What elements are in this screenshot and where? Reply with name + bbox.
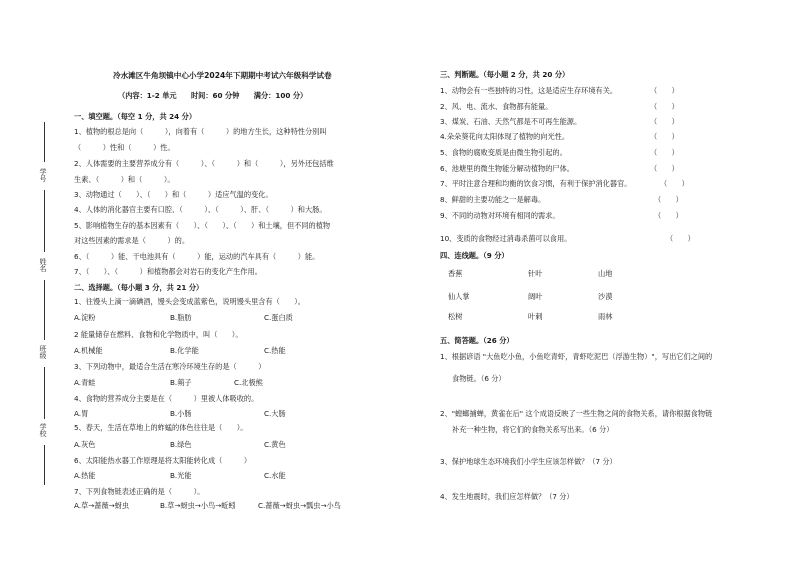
gutter-line bbox=[44, 190, 45, 252]
fill-question-line: 5、影响植物生存的基本因素有（ ）、（ ）、（ ）和土壤，但不同的植物 bbox=[74, 221, 331, 230]
choice-question: 2 能量储存在燃料、食物和化学物质中，叫（ ）。 bbox=[74, 330, 243, 339]
choice-option-a: A.草→蔷薇→蚜虫 bbox=[74, 501, 130, 510]
choice-option-a: A.机械能 bbox=[74, 346, 103, 355]
choice-option-a: A.胃 bbox=[74, 409, 89, 418]
match-item: 针叶 bbox=[528, 269, 543, 278]
judge-item: 6、池塘里的微生物能分解动植物的尸体。 bbox=[440, 164, 574, 173]
choice-question: 7、下列食物链表述正确的是（ ）。 bbox=[74, 487, 205, 496]
fill-question-line: 对这些因素的需求是（ ）的。 bbox=[74, 236, 190, 245]
fill-question-line: 6、（ ）能、干电池具有（ ）能，运动的汽车具有（ ）能。 bbox=[74, 252, 320, 261]
choice-option-c: C.黄色 bbox=[264, 440, 286, 449]
match-item: 雨林 bbox=[598, 312, 613, 321]
short-answer-question: 1、根据谚语 "大鱼吃小鱼，小鱼吃青虾，青虾吃泥巴（浮游生物）"，写出它们之间的 bbox=[440, 352, 713, 361]
judge-answer-paren: （ ） bbox=[666, 234, 695, 243]
judge-answer-paren: （ ） bbox=[654, 195, 683, 204]
fill-question-line: 4、人体的消化器官主要有口腔、（ ）、（ ）、肝、（ ）和大肠。 bbox=[74, 205, 327, 214]
gutter-label-student-id: 学号 bbox=[39, 168, 47, 182]
judge-answer-paren: （ ） bbox=[650, 132, 679, 141]
choice-option-c: C.蔷薇→蚜虫→瓢虫→小鸟 bbox=[258, 501, 341, 510]
choice-option-b: B.草→蚜虫→小鸟→蚯蚓 bbox=[160, 501, 236, 510]
short-answer-question: 2、"螳螂捕蝉，黄雀在后" 这个成语反映了一些生物之间的食物关系，请你根据食物链 bbox=[440, 409, 713, 418]
choice-question: 1、往馒头上滴一滴碘酒，馒头会变成蓝紫色，说明馒头里含有（ ）。 bbox=[74, 297, 305, 306]
judge-item: 9、不同的动物对环境有相同的需求。 bbox=[440, 211, 560, 220]
match-item: 阔叶 bbox=[528, 292, 543, 301]
choice-question: 5、春天，生活在草地上的蚱蜢的体色往往是（ ）。 bbox=[74, 423, 248, 432]
section3-heading: 三、判断题。（每小题 2 分，共 20 分） bbox=[440, 70, 570, 79]
judge-answer-paren: （ ） bbox=[650, 164, 679, 173]
short-answer-question: 4、发生地震时，我们应怎样做？（7 分） bbox=[440, 492, 574, 501]
short-answer-question: 食物链。（6 分） bbox=[452, 374, 506, 383]
choice-option-a: A.淀粉 bbox=[74, 313, 96, 322]
choice-option-b: B.绿色 bbox=[170, 440, 192, 449]
gutter-line bbox=[44, 367, 45, 419]
judge-answer-paren: （ ） bbox=[654, 211, 683, 220]
choice-option-c: C.北极熊 bbox=[234, 378, 263, 387]
choice-option-c: C.水能 bbox=[264, 471, 286, 480]
choice-option-b: B.脂肪 bbox=[170, 313, 192, 322]
judge-item: 3、煤炭、石油、天然气都是不可再生能源。 bbox=[440, 117, 582, 126]
match-item: 山地 bbox=[598, 269, 613, 278]
section1-heading: 一、填空题。（每空 1 分，共 24 分） bbox=[74, 112, 197, 121]
section5-heading: 五、简答题。（26 分） bbox=[440, 336, 514, 345]
gutter-label-school: 学校 bbox=[39, 423, 47, 437]
judge-answer-paren: （ ） bbox=[660, 179, 689, 188]
judge-item: 5、食物的腐败变质是由微生物引起的。 bbox=[440, 148, 567, 157]
gutter-label-class: 班级 bbox=[39, 345, 47, 359]
judge-item: 8、鲜甜的主要功能之一是解毒。 bbox=[440, 195, 546, 204]
fill-question-line: 1、植物的根总是向（ ），向着有（ ）的地方生长，这种特性分别叫 bbox=[74, 127, 327, 136]
gutter-label-name: 姓名 bbox=[39, 258, 47, 272]
judge-item: 2、风、电、流水、食物都有能量。 bbox=[440, 102, 553, 111]
choice-option-c: C.大肠 bbox=[264, 409, 286, 418]
judge-answer-paren: （ ） bbox=[650, 86, 679, 95]
fill-question-line: 7、（ ）、（ ）和植物都会对岩石的变化产生作用。 bbox=[74, 267, 262, 276]
gutter-line bbox=[44, 280, 45, 340]
match-item: 沙漠 bbox=[598, 292, 613, 301]
judge-item: 10、变质的食物经过消毒杀菌可以食用。 bbox=[440, 234, 572, 243]
section4-heading: 四、连线题。（9 分） bbox=[440, 251, 509, 260]
short-answer-question: 补充一种生物，将它们的食物关系写出来。（6 分） bbox=[452, 425, 614, 434]
match-item: 香蕉 bbox=[448, 269, 463, 278]
choice-option-c: C.蛋白质 bbox=[264, 313, 293, 322]
gutter-line bbox=[44, 445, 45, 485]
choice-option-b: B.小肠 bbox=[170, 409, 192, 418]
judge-answer-paren: （ ） bbox=[650, 117, 679, 126]
choice-option-b: B.蒴子 bbox=[170, 378, 192, 387]
exam-info: （内容：1-2 单元 时间：60 分钟 满分：100 分） bbox=[118, 91, 308, 100]
gutter-line bbox=[44, 122, 45, 162]
choice-option-b: B.光能 bbox=[170, 471, 192, 480]
section2-heading: 二、选择题。（每小题 3 分，共 21 分） bbox=[74, 283, 204, 292]
judge-item: 1、动物会有一些独特的习性，这是适应生存环境有关。 bbox=[440, 86, 618, 95]
judge-answer-paren: （ ） bbox=[650, 102, 679, 111]
page-title: 冷水滩区牛角坝镇中心小学2024年下期期中考试六年级科学试卷 bbox=[113, 71, 332, 80]
judge-item: 7、平时注意合理和均衡的饮食习惯，有利于保护消化器官。 bbox=[440, 179, 632, 188]
match-item: 仙人掌 bbox=[448, 292, 470, 301]
judge-item: 4.朵朵葵花向太阳体现了植物的向光性。 bbox=[440, 132, 570, 141]
choice-question: 3、下列动物中，最适合生活在寒冷环境生存的是（ ） bbox=[74, 362, 266, 371]
choice-question: 4、食物的营养成分主要是在（ ）里被人体吸收的。 bbox=[74, 394, 259, 403]
choice-option-b: B.化学能 bbox=[170, 346, 199, 355]
match-item: 松树 bbox=[448, 312, 463, 321]
judge-answer-paren: （ ） bbox=[650, 148, 679, 157]
choice-option-a: A.青蛙 bbox=[74, 378, 96, 387]
choice-question: 6、太阳能热水器工作原理是将太阳能转化成（ ） bbox=[74, 456, 252, 465]
choice-option-a: A.热能 bbox=[74, 471, 96, 480]
fill-question-line: （ ）性和（ ）性。 bbox=[74, 143, 175, 152]
choice-option-a: A.灰色 bbox=[74, 440, 96, 449]
match-item: 叶刺 bbox=[528, 312, 543, 321]
choice-option-c: C.热能 bbox=[264, 346, 286, 355]
fill-question-line: 生素、（ ）和（ ）。 bbox=[74, 175, 175, 184]
short-answer-question: 3、保护地球生态环境我们小学生应该怎样做？（7 分） bbox=[440, 457, 617, 466]
fill-question-line: 3、动物通过（ ）、（ ）和（ ）适应气温的变化。 bbox=[74, 190, 273, 199]
fill-question-line: 2、人体需要的主要营养成分有（ ）、（ ）和（ ），另外还包括维 bbox=[74, 159, 334, 168]
